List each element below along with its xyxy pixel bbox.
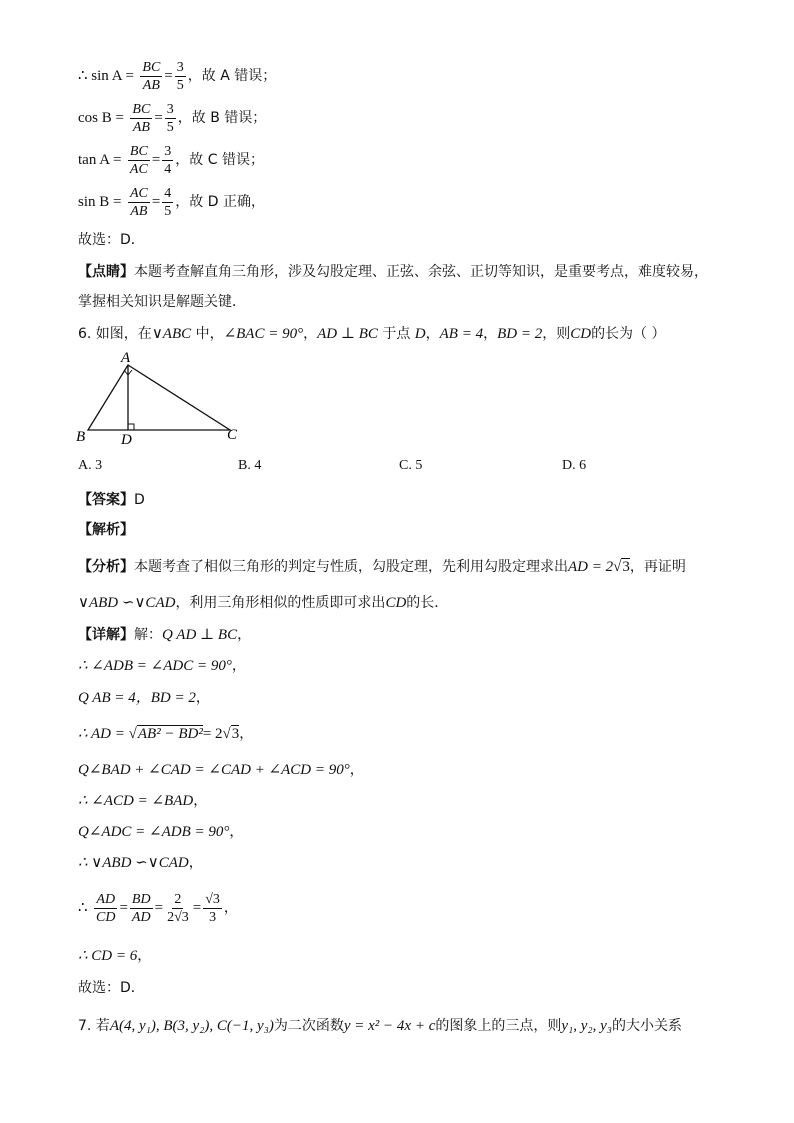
step-9: ∴ $\frac{AD}{CD}$ = $\frac{BD}{AD}$ = $\frac{2}{2√3}$ = $\frac{√3}{3}$ ， [78, 891, 238, 925]
line-sin-a: ∴ sin A = $\frac{BC}{AB}$ = $\frac{3}{5}$ ，故 A 错误； [78, 59, 277, 93]
triangle-figure [70, 348, 250, 448]
question-7-stem: 7. 若A(4, y₁), B(3, y₂), C(−1, y₃)为二次函数y = x² − 4x + c的图象上的三点，则y₁, y₂, y₃的大小关系 [78, 1018, 682, 1034]
fraction: $\frac{4}{5}$ [164, 185, 172, 219]
analysis-tag: 【解析】 [78, 522, 134, 538]
line-tan-a: tan A = $\frac{BC}{AC}$ = $\frac{3}{4}$ ，故 C 错误； [78, 143, 264, 177]
choice-line: 故选：D． [78, 232, 145, 248]
fraction: $\frac{BC}{AB}$ [142, 59, 161, 93]
fraction: $\frac{3}{5}$ [166, 101, 174, 135]
step-10: ∴ CD = 6， [78, 948, 152, 964]
label-b: B [76, 429, 86, 445]
step-8: ∴ ∨ABD ∽∨CAD， [78, 855, 203, 871]
question-6-stem: 6. 如图，在∨ABC 中，∠BAC = 90°，AD ⊥ BC 于点 D，AB = 4，BD = 2，则CD的长为（ ） [78, 326, 666, 342]
label-a: A [121, 350, 131, 366]
step-5: Q∠BAD + ∠CAD = ∠CAD + ∠ACD = 90°， [78, 762, 364, 778]
label-c: C [227, 427, 238, 443]
fraction: $\frac{2}{2√3}$ [167, 891, 189, 925]
line-cos-b: cos B = $\frac{BC}{AB}$ = $\frac{3}{5}$ ，故 B 错误； [78, 101, 267, 135]
fraction: $\frac{BC}{AC}$ [129, 143, 148, 177]
line-sin-b: sin B = $\frac{AC}{AB}$ = $\frac{4}{5}$ ，故 D 正确， [78, 185, 265, 219]
right-angle-mark-d [128, 424, 134, 430]
fraction: $\frac{3}{4}$ [164, 143, 172, 177]
fraction: $\frac{BC}{AB}$ [132, 101, 151, 135]
option-c: C. 5 [399, 458, 423, 473]
detail-line: 【详解】解：Q AD ⊥ BC， [78, 627, 252, 643]
fraction: $\frac{BD}{AD}$ [131, 891, 151, 925]
answer-line: 【答案】D [78, 492, 145, 508]
step-6: ∴ ∠ACD = ∠BAD， [78, 793, 208, 809]
option-b: B. 4 [238, 458, 262, 473]
comment-line-2: 掌握相关知识是解题关键． [78, 294, 246, 310]
triangle-outline [88, 365, 230, 430]
choice-line-q6: 故选：D． [78, 980, 145, 996]
fraction: $\frac{3}{5}$ [176, 59, 184, 93]
step-3: Q AB = 4，BD = 2， [78, 690, 210, 706]
fenxi-line-2: ∨ABD ∽∨CAD，利用三角形相似的性质即可求出CD的长． [78, 595, 449, 611]
options-row [78, 458, 678, 478]
option-a: A. 3 [78, 458, 103, 473]
fraction: $\frac{√3}{3}$ [205, 891, 220, 925]
comment-line-1: 【点睛】本题考查解直角三角形，涉及勾股定理、正弦、余弦、正切等知识，是重要考点，难度较易， [78, 264, 708, 280]
fraction: $\frac{AD}{CD}$ [96, 891, 116, 925]
label-d: D [121, 432, 132, 448]
step-4: ∴ AD = √AB² − BD²= 2√3， [78, 726, 254, 742]
option-d: D. 6 [562, 458, 587, 473]
step-2: ∴ ∠ADB = ∠ADC = 90°， [78, 658, 246, 674]
fenxi-line-1: 【分析】本题考查了相似三角形的判定与性质，勾股定理，先利用勾股定理求出AD = 2√3，再证明 [78, 559, 686, 575]
fraction: $\frac{AC}{AB}$ [129, 185, 148, 219]
step-7: Q∠ADC = ∠ADB = 90°， [78, 824, 244, 840]
